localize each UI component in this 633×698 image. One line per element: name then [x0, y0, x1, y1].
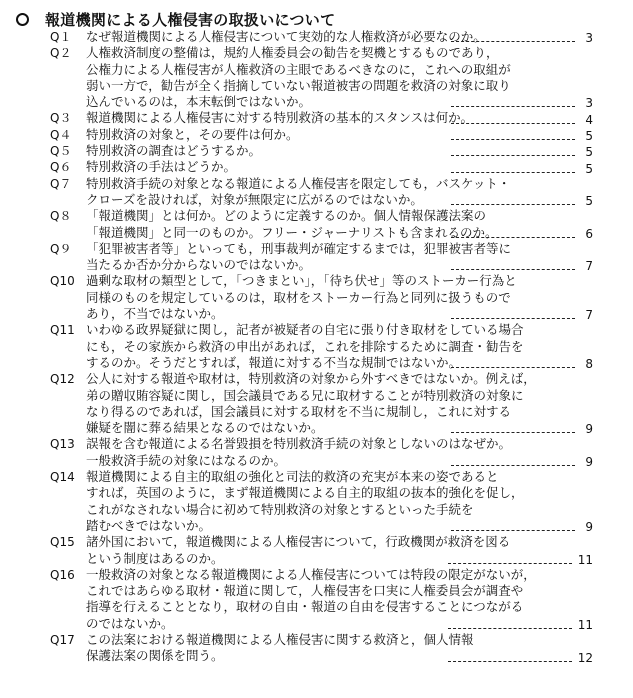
question-number: Q２: [50, 46, 72, 61]
question-text-line: 「報道機関」とは何か。どのように定義するのか。個人情報保護法案の: [86, 208, 487, 224]
page-number: 5: [585, 145, 593, 160]
question-text-line: 一般救済手続の対象にはなるのか。: [86, 452, 287, 468]
dotted-leader-line: [448, 562, 572, 564]
question-text-line: なぜ報道機関による人権侵害について実効的な人権救済が必要なのか。: [86, 29, 486, 44]
dotted-leader-line: [451, 122, 575, 124]
question-number: Q３: [50, 111, 72, 126]
page-number: 9: [585, 520, 593, 535]
dotted-leader-line: [448, 660, 572, 662]
question-number: Q１: [50, 30, 72, 44]
toc-entry: [0, 632, 633, 665]
toc-entry: [0, 436, 633, 469]
page-number: 11: [577, 617, 593, 632]
toc-entry: [0, 241, 633, 274]
circle-bullet-icon: [16, 13, 29, 26]
toc-entry: [0, 273, 633, 322]
question-number: Q９: [50, 241, 72, 256]
question-text-line: 報道機関による自主的取組の強化と司法的救済の充実が本来の姿であると: [86, 469, 499, 485]
page-leader: [451, 31, 593, 45]
toc-entry: [0, 567, 633, 632]
page-leader: [451, 308, 593, 322]
question-number: Q６: [50, 160, 72, 175]
question-text-line: 踏むべきではないか。: [86, 517, 212, 533]
page-number: 6: [585, 226, 593, 241]
toc-entry: [0, 45, 633, 110]
page-number: 5: [585, 161, 593, 176]
question-text-line: 人権救済制度の整備は，規約人権委員会の勧告を契機とするものであり，: [86, 45, 499, 61]
page-title: 報道機関による人権侵害の取扱いについて: [45, 11, 336, 29]
question-number: Q17: [50, 632, 75, 647]
page-leader: [451, 96, 593, 110]
toc-entry: [0, 322, 633, 371]
question-text-line: いわゆる政界疑獄に関し，記者が被疑者の自宅に張り付き取材をしている場合: [86, 322, 524, 338]
toc-entry: [0, 159, 633, 175]
page-number: 5: [585, 194, 593, 209]
question-text-line: 一般救済の対象となる報道機関による人権侵害については特段の限定がないが，: [86, 566, 536, 582]
dotted-leader-line: [451, 366, 575, 368]
dotted-leader-line: [448, 627, 572, 629]
question-text-line: するのか。そうだとすれば，報道に対する不当な規制ではないか。: [86, 354, 462, 370]
dotted-leader-line: [451, 171, 575, 173]
question-number: Q15: [50, 535, 75, 550]
question-text-line: あり，不当ではないか。: [86, 306, 224, 322]
toc-entry: [0, 143, 633, 159]
page-leader: [451, 194, 593, 208]
question-text-line: 特別救済の手法はどうか。: [86, 159, 237, 175]
page-leader: [451, 227, 593, 241]
toc-entry: [0, 176, 633, 209]
page-number: 11: [577, 552, 593, 567]
page-leader: [448, 651, 593, 665]
page-leader: [451, 129, 593, 143]
question-text-line: すれば，英国のように，まず報道機関による自主的取組の抜本的強化を促し，: [86, 485, 524, 501]
question-number: Q４: [50, 127, 72, 142]
dotted-leader-line: [451, 203, 575, 205]
toc-entry: [0, 110, 633, 126]
page-leader: [451, 145, 593, 159]
question-text-line: 特別救済手続の対象となる報道による人権侵害を限定しても，バスケット・: [86, 175, 511, 191]
question-text-line: のではないか。: [86, 615, 174, 631]
page-leader: [451, 422, 593, 436]
question-text-line: 「犯罪被害者等」といっても，刑事裁判が確定するまでは，犯罪被害者等に: [86, 240, 512, 256]
question-text-line: この法案における報道機関による人権侵害に関する救済と，個人情報: [86, 631, 474, 647]
dotted-leader-line: [451, 138, 575, 140]
question-text-line: 報道機関による人権侵害に対する特別救済の基本的スタンスは何か。: [86, 110, 474, 126]
page-number: 4: [585, 112, 593, 127]
toc-entry: [0, 29, 633, 45]
question-text-line: 公権力による人権侵害が人権救済の主眼であるべきなのに，これへの取組が: [86, 61, 511, 77]
dotted-leader-line: [451, 317, 575, 319]
question-text-line: 特別救済の調査はどうするか。: [86, 143, 262, 159]
page-leader: [448, 618, 593, 632]
page-leader: [451, 357, 593, 371]
question-text-line: にも，その家族から救済の申出があれば，これを排除するために調査・勧告を: [86, 338, 524, 354]
question-text-line: 誤報を含む報道による名誉毀損を特別救済手続の対象としないのはなぜか。: [86, 436, 512, 452]
question-number: Q12: [50, 372, 75, 387]
page-leader: [451, 259, 593, 273]
question-text-line: 弟の贈収賄容疑に関し，国会議員である兄に取材することが特別救済の対象に: [86, 387, 524, 403]
toc-entry: [0, 127, 633, 143]
page-number: 3: [585, 96, 593, 111]
page-number: 7: [585, 308, 593, 323]
question-text-line: 公人に対する報道や取材は，特別救済の対象から外すべきではないか。例えば，: [86, 371, 536, 387]
toc-entry: [0, 371, 633, 436]
toc-entry: [0, 469, 633, 534]
question-number: Q14: [50, 470, 75, 485]
question-number: Q13: [50, 437, 75, 452]
page-number: 9: [585, 422, 593, 437]
page-leader: [451, 113, 593, 127]
question-text-line: クローズを設ければ，対象が無限定に広がるのではないか。: [86, 191, 423, 207]
question-text-line: これではあらゆる取材・報道に関して，人権侵害を口実に人権委員会が調査や: [86, 583, 524, 599]
dotted-leader-line: [451, 431, 575, 433]
dotted-leader-line: [451, 105, 575, 107]
question-text-line: 込んでいるのは，本末転倒ではないか。: [86, 94, 312, 110]
question-number: Q10: [50, 274, 75, 289]
page-number: 3: [585, 31, 593, 46]
dotted-leader-line: [451, 268, 575, 270]
question-text-line: 保護法案の関係を問う。: [86, 648, 224, 664]
question-text-line: 諸外国において，報道機関による人権侵害について，行政機関が救済を図る: [86, 534, 511, 550]
question-number: Q11: [50, 323, 75, 338]
dotted-leader-line: [451, 529, 575, 531]
question-list: [0, 29, 633, 665]
page-leader: [451, 455, 593, 469]
question-number: Q５: [50, 144, 72, 159]
dotted-leader-line: [451, 236, 575, 238]
question-text-line: 特別救済の対象と，その要件は何か。: [86, 126, 299, 142]
page-leader: [451, 162, 593, 176]
question-text-line: 同様のものを規定しているのは，取材をストーカー行為と同列に扱うもので: [86, 289, 511, 305]
dotted-leader-line: [451, 464, 575, 466]
title-row: [16, 9, 335, 30]
dotted-leader-line: [451, 40, 575, 42]
toc-entry: [0, 208, 633, 241]
question-text-line: これがなされない場合に初めて特別救済の対象とするといった手続を: [86, 501, 474, 517]
question-text-line: 当たるか否か分からないのではないか。: [86, 257, 312, 273]
page-number: 12: [577, 650, 593, 665]
question-text-line: なり得るのであれば，国会議員に対する取材を不当に規制し，これに対する: [86, 403, 512, 419]
question-text-line: 嫌疑を闇に葬る結果となるのではないか。: [86, 420, 324, 436]
page-number: 7: [585, 259, 593, 274]
dotted-leader-line: [451, 154, 575, 156]
page-number: 5: [585, 129, 593, 144]
toc-entry: [0, 534, 633, 567]
page-leader: [451, 520, 593, 534]
question-text-line: 指導を行えることとなり，取材の自由・報道の自由を侵害することにつながる: [86, 599, 524, 615]
page-number: 9: [585, 455, 593, 470]
question-number: Q７: [50, 176, 72, 191]
question-text-line: 「報道機関」と同一のものか。フリー・ジャーナリストも含まれるのか。: [86, 224, 498, 240]
question-number: Q16: [50, 567, 75, 582]
question-text-line: という制度はあるのか。: [86, 550, 224, 566]
page-number: 8: [585, 357, 593, 372]
question-number: Q８: [50, 209, 72, 224]
question-text-line: 弱い一方で，勧告が全く指摘していない報道被害の問題を救済の対象に取り: [86, 77, 511, 93]
question-text-line: 過剰な取材の類型として，「つきまとい」，「待ち伏せ」等のストーカー行為と: [86, 273, 517, 289]
page-leader: [448, 553, 593, 567]
